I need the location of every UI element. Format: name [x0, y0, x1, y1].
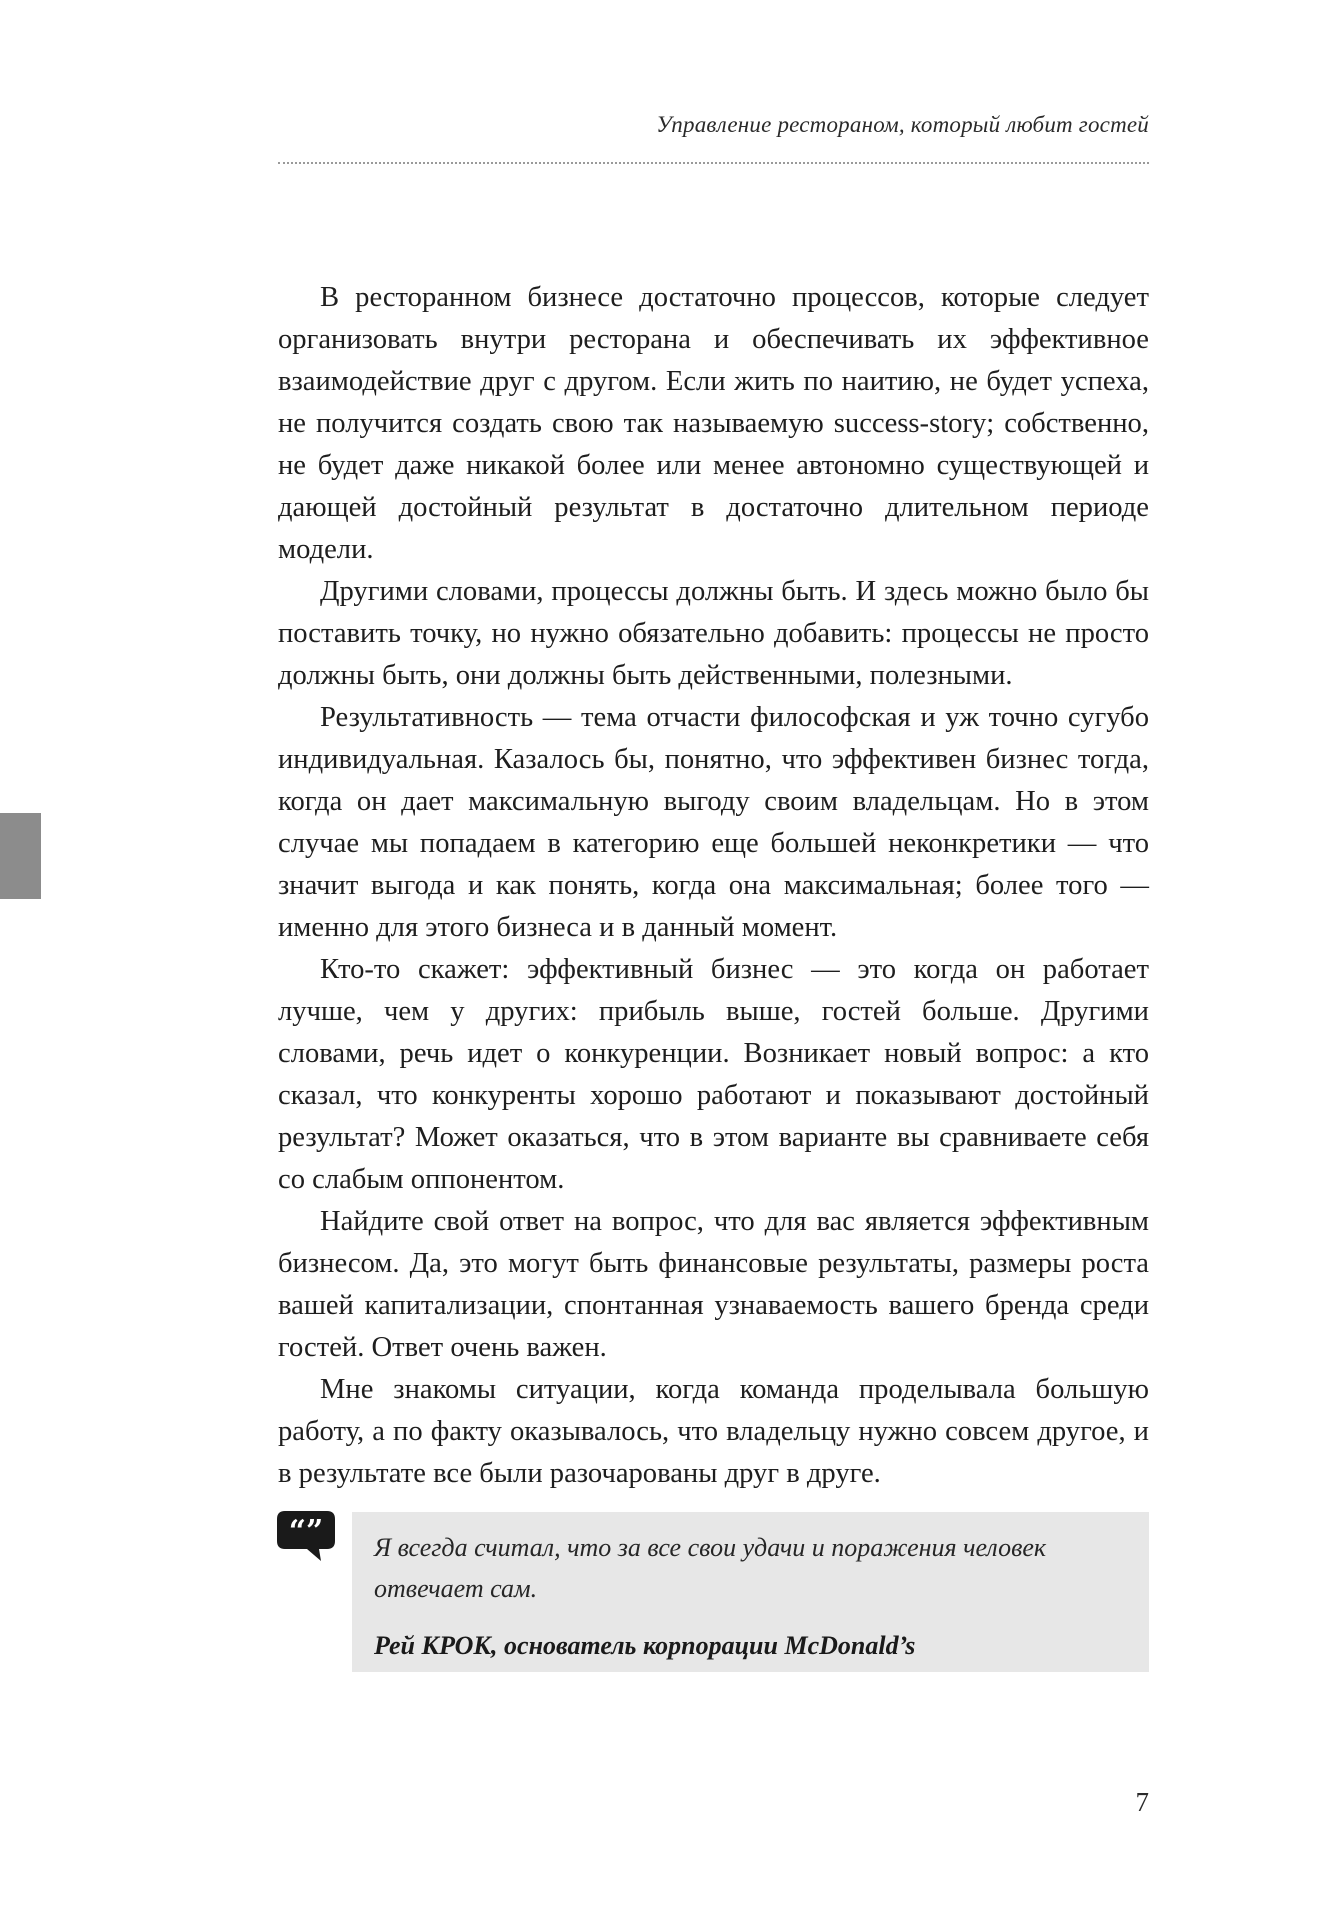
page-number: 7	[1135, 1787, 1149, 1817]
paragraph: Результативность — тема отчасти философская и уж точно сугубо индивидуальная. Казалось бы, понятно, что эффективен бизнес тогда, когда он дает максимальную выгоду своим владельцам. Но в этом случае мы попадаем в категорию еще большей неконкретики — что значит выгода и как понять, когда она максимальная; более того — именно для этого бизнеса и в данный момент.	[278, 702, 1149, 943]
running-header: Управление рестораном, который любит гостей	[656, 112, 1149, 137]
paragraph: Кто-то скажет: эффективный бизнес — это когда он работает лучше, чем у других: прибыль выше, гостей больше. Другими словами, речь идет о конкуренции. Возникает новый вопрос: а кто сказал, что конкуренты хорошо работают и показывают достойный результат? Может оказаться, что в этом варианте вы сравниваете себя со слабым оппонентом.	[278, 954, 1149, 1195]
svg-text:“”: “”	[288, 1514, 324, 1549]
paragraph: Мне знакомы ситуации, когда команда проделывала большую работу, а по факту оказывалось, что владельцу нужно совсем другое, и в результате все были разочарованы друг в друге.	[278, 1374, 1149, 1489]
body-text	[278, 277, 1149, 1495]
paragraph: В ресторанном бизнесе достаточно процессов, которые следует организовать внутри ресторана и обеспечивать их эффективное взаимодействие друг с другом. Если жить по наитию, не будет успеха, не получится создать свою так называемую success-story; собственно, не будет даже никакой более или менее автономно существующей и дающей достойный результат в достаточно длительном периоде модели.	[278, 282, 1149, 565]
paragraph: Другими словами, процессы должны быть. И здесь можно было бы поставить точку, но нужно обязательно добавить: процессы не просто должны быть, они должны быть действенными, полезными.	[278, 576, 1149, 691]
quote-box	[352, 1512, 1149, 1672]
quote-text: Я всегда считал, что за все свои удачи и поражения человек отвечает сам.	[374, 1533, 1047, 1603]
speech-bubble-quote-icon	[277, 1511, 335, 1563]
paragraph: Найдите свой ответ на вопрос, что для вас является эффективным бизнесом. Да, это могут быть финансовые результаты, размеры роста вашей капитализации, спонтанная узнаваемость вашего бренда среди гостей. Ответ очень важен.	[278, 1206, 1149, 1363]
header-divider	[278, 162, 1149, 164]
quote-author: Рей КРОК, основатель корпорации McDonald’s	[374, 1631, 916, 1660]
chapter-side-tab	[0, 813, 41, 899]
